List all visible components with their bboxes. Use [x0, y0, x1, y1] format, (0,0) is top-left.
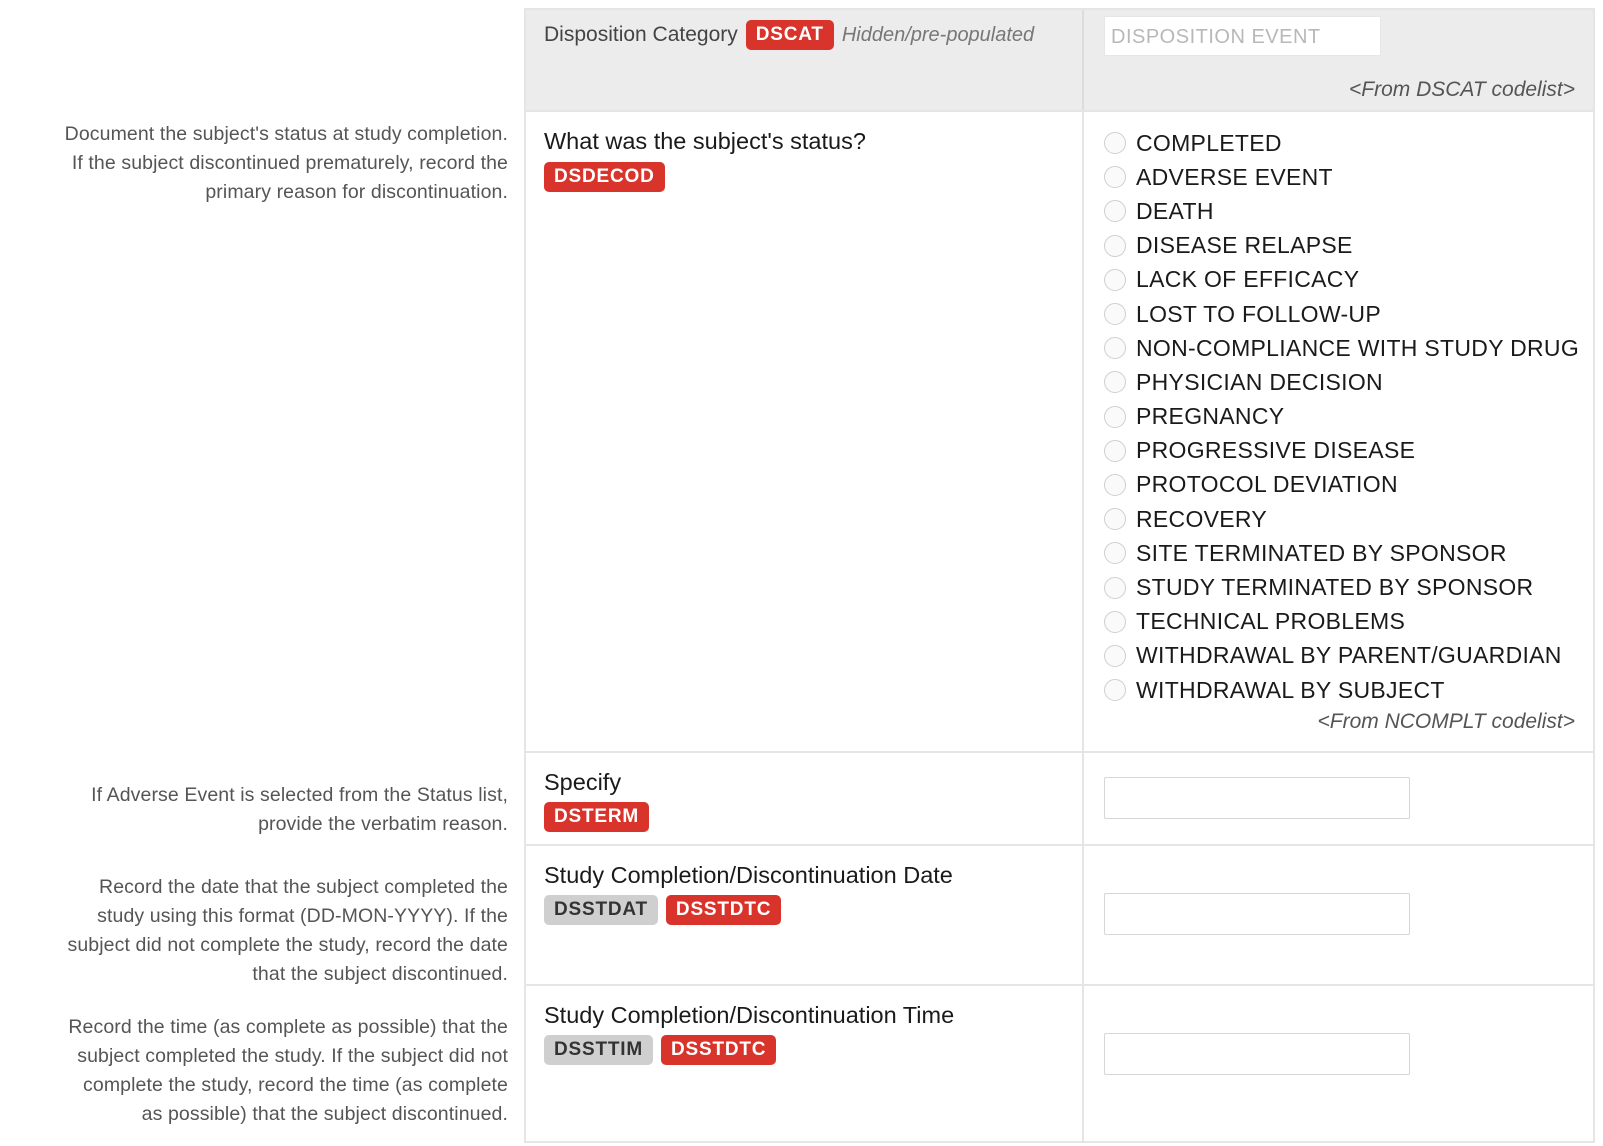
- radio-button[interactable]: [1104, 337, 1126, 359]
- radio-button[interactable]: [1104, 303, 1126, 325]
- radio-option-protocol-deviation[interactable]: PROTOCOL DEVIATION: [1104, 468, 1579, 502]
- instruction-line: provide the verbatim reason.: [258, 813, 508, 835]
- hidden-note: Hidden/pre-populated: [841, 23, 1035, 46]
- radio-option-disease-relapse[interactable]: DISEASE RELAPSE: [1104, 229, 1579, 263]
- disposition-category-row: [526, 10, 1593, 112]
- radio-button[interactable]: [1104, 508, 1126, 530]
- dsstdtc-tag: DSSTDTC: [666, 895, 781, 925]
- radio-option-death[interactable]: DEATH: [1104, 194, 1579, 228]
- radio-option-pregnancy[interactable]: PREGNANCY: [1104, 400, 1579, 434]
- status-question: What was the subject's status?: [544, 128, 866, 154]
- specify-row: [526, 753, 1593, 846]
- ncomplt-codelist-note: <From NCOMPLT codelist>: [1317, 710, 1575, 733]
- radio-button[interactable]: [1104, 542, 1126, 564]
- instruction-line: that the subject discontinued.: [252, 963, 508, 985]
- radio-button[interactable]: [1104, 611, 1126, 633]
- radio-option-study-terminated[interactable]: STUDY TERMINATED BY SPONSOR: [1104, 570, 1579, 604]
- dssttim-tag: DSSTTIM: [544, 1035, 653, 1065]
- radio-option-physician-decision[interactable]: PHYSICIAN DECISION: [1104, 365, 1579, 399]
- date-instructions: [0, 873, 508, 989]
- instruction-line: primary reason for discontinuation.: [205, 181, 508, 203]
- radio-option-lost-to-follow-up[interactable]: LOST TO FOLLOW-UP: [1104, 297, 1579, 331]
- date-question: Study Completion/Discontinuation Date: [544, 862, 953, 888]
- radio-option-completed[interactable]: COMPLETED: [1104, 126, 1579, 160]
- instruction-line: study using this format (DD-MON-YYYY). If the: [97, 905, 508, 927]
- radio-option-adverse-event[interactable]: ADVERSE EVENT: [1104, 160, 1579, 194]
- radio-button[interactable]: [1104, 200, 1126, 222]
- radio-button[interactable]: [1104, 577, 1126, 599]
- dsstdtc-tag: DSSTDTC: [661, 1035, 776, 1065]
- specify-input[interactable]: [1104, 777, 1410, 819]
- radio-button[interactable]: [1104, 679, 1126, 701]
- instruction-line: If the subject discontinued prematurely, record the: [71, 152, 508, 174]
- disposition-event-field[interactable]: DISPOSITION EVENT: [1104, 16, 1381, 56]
- instruction-line: Record the time (as complete as possible) that the: [68, 1016, 508, 1038]
- specify-instructions: [0, 781, 508, 839]
- status-radio-group: [1104, 126, 1579, 707]
- radio-option-site-terminated[interactable]: SITE TERMINATED BY SPONSOR: [1104, 536, 1579, 570]
- radio-button[interactable]: [1104, 440, 1126, 462]
- radio-option-non-compliance[interactable]: NON-COMPLIANCE WITH STUDY DRUG: [1104, 331, 1579, 365]
- radio-button[interactable]: [1104, 645, 1126, 667]
- instruction-line: complete the study, record the time (as complete: [83, 1074, 508, 1096]
- subject-status-row: [526, 112, 1593, 753]
- radio-option-recovery[interactable]: RECOVERY: [1104, 502, 1579, 536]
- radio-button[interactable]: [1104, 406, 1126, 428]
- radio-option-progressive-disease[interactable]: PROGRESSIVE DISEASE: [1104, 434, 1579, 468]
- dsstdat-tag: DSSTDAT: [544, 895, 658, 925]
- completion-time-row: [526, 986, 1593, 1141]
- instruction-line: If Adverse Event is selected from the Status list,: [91, 784, 508, 806]
- specify-question: Specify: [544, 769, 622, 795]
- disposition-category-label: Disposition Category: [544, 23, 738, 46]
- radio-button[interactable]: [1104, 132, 1126, 154]
- time-question: Study Completion/Discontinuation Time: [544, 1002, 955, 1028]
- dscat-codelist-note: <From DSCAT codelist>: [1348, 78, 1575, 101]
- completion-date-input[interactable]: [1104, 893, 1410, 935]
- radio-option-withdrawal-by-subject[interactable]: WITHDRAWAL BY SUBJECT: [1104, 673, 1579, 707]
- radio-button[interactable]: [1104, 474, 1126, 496]
- instruction-line: Document the subject's status at study completion.: [64, 123, 508, 145]
- radio-button[interactable]: [1104, 371, 1126, 393]
- instruction-line: subject did not complete the study, record the date: [67, 934, 508, 956]
- radio-option-technical-problems[interactable]: TECHNICAL PROBLEMS: [1104, 605, 1579, 639]
- radio-button[interactable]: [1104, 269, 1126, 291]
- radio-option-lack-of-efficacy[interactable]: LACK OF EFFICACY: [1104, 263, 1579, 297]
- time-instructions: [0, 1013, 508, 1129]
- completion-time-input[interactable]: [1104, 1033, 1410, 1075]
- radio-option-withdrawal-by-parent[interactable]: WITHDRAWAL BY PARENT/GUARDIAN: [1104, 639, 1579, 673]
- dsdecod-tag: DSDECOD: [544, 162, 665, 192]
- instruction-line: as possible) that the subject discontinued.: [141, 1103, 508, 1125]
- disposition-form: [524, 8, 1595, 1143]
- dscat-tag: DSCAT: [746, 20, 834, 50]
- completion-date-row: [526, 846, 1593, 986]
- instruction-line: subject completed the study. If the subject did not: [77, 1045, 508, 1067]
- radio-button[interactable]: [1104, 166, 1126, 188]
- status-instructions: [0, 120, 508, 207]
- dsterm-tag: DSTERM: [544, 802, 649, 832]
- instruction-line: Record the date that the subject completed the: [99, 876, 508, 898]
- radio-button[interactable]: [1104, 235, 1126, 257]
